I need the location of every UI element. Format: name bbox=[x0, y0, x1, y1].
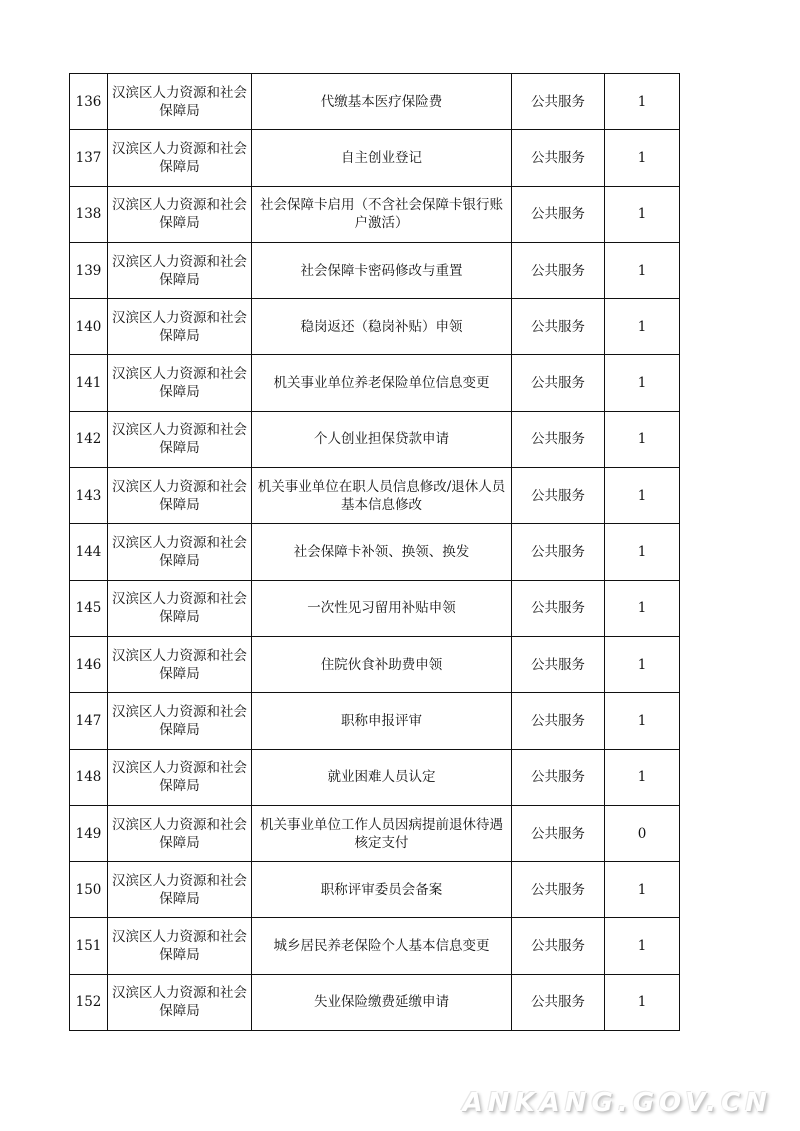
service-item-cell: 机关事业单位在职人员信息修改/退休人员基本信息修改 bbox=[252, 468, 512, 524]
row-number: 149 bbox=[70, 805, 108, 861]
service-type-cell: 公共服务 bbox=[512, 580, 605, 636]
service-type-cell: 公共服务 bbox=[512, 749, 605, 805]
count-cell: 1 bbox=[605, 242, 680, 298]
table-row bbox=[70, 749, 680, 805]
service-type-cell: 公共服务 bbox=[512, 636, 605, 692]
count-cell: 1 bbox=[605, 411, 680, 467]
service-type-cell: 公共服务 bbox=[512, 299, 605, 355]
table-row bbox=[70, 74, 680, 130]
count-cell: 1 bbox=[605, 299, 680, 355]
service-item-cell: 机关事业单位工作人员因病提前退休待遇核定支付 bbox=[252, 805, 512, 861]
service-item-cell: 就业困难人员认定 bbox=[252, 749, 512, 805]
row-number: 144 bbox=[70, 524, 108, 580]
department-cell: 汉滨区人力资源和社会保障局 bbox=[108, 918, 252, 974]
department-cell: 汉滨区人力资源和社会保障局 bbox=[108, 580, 252, 636]
count-cell: 1 bbox=[605, 862, 680, 918]
department-cell: 汉滨区人力资源和社会保障局 bbox=[108, 524, 252, 580]
service-item-cell: 职称申报评审 bbox=[252, 693, 512, 749]
table-row bbox=[70, 918, 680, 974]
department-cell: 汉滨区人力资源和社会保障局 bbox=[108, 862, 252, 918]
table-row bbox=[70, 974, 680, 1030]
department-cell: 汉滨区人力资源和社会保障局 bbox=[108, 299, 252, 355]
service-type-cell: 公共服务 bbox=[512, 805, 605, 861]
table-row bbox=[70, 299, 680, 355]
table-row bbox=[70, 130, 680, 186]
department-cell: 汉滨区人力资源和社会保障局 bbox=[108, 468, 252, 524]
count-cell: 1 bbox=[605, 524, 680, 580]
count-cell: 1 bbox=[605, 974, 680, 1030]
department-cell: 汉滨区人力资源和社会保障局 bbox=[108, 693, 252, 749]
service-item-cell: 自主创业登记 bbox=[252, 130, 512, 186]
table-row bbox=[70, 186, 680, 242]
department-cell: 汉滨区人力资源和社会保障局 bbox=[108, 805, 252, 861]
table-row bbox=[70, 242, 680, 298]
count-cell: 1 bbox=[605, 355, 680, 411]
service-type-cell: 公共服务 bbox=[512, 693, 605, 749]
table-row bbox=[70, 524, 680, 580]
service-item-cell: 职称评审委员会备案 bbox=[252, 862, 512, 918]
service-type-cell: 公共服务 bbox=[512, 355, 605, 411]
service-item-cell: 社会保障卡补领、换领、换发 bbox=[252, 524, 512, 580]
service-table bbox=[69, 73, 680, 1031]
department-cell: 汉滨区人力资源和社会保障局 bbox=[108, 749, 252, 805]
table-row bbox=[70, 805, 680, 861]
count-cell: 1 bbox=[605, 130, 680, 186]
table-row bbox=[70, 636, 680, 692]
service-type-cell: 公共服务 bbox=[512, 74, 605, 130]
department-cell: 汉滨区人力资源和社会保障局 bbox=[108, 130, 252, 186]
row-number: 152 bbox=[70, 974, 108, 1030]
service-item-cell: 代缴基本医疗保险费 bbox=[252, 74, 512, 130]
service-item-cell: 个人创业担保贷款申请 bbox=[252, 411, 512, 467]
department-cell: 汉滨区人力资源和社会保障局 bbox=[108, 636, 252, 692]
department-cell: 汉滨区人力资源和社会保障局 bbox=[108, 242, 252, 298]
count-cell: 1 bbox=[605, 693, 680, 749]
count-cell: 0 bbox=[605, 805, 680, 861]
service-type-cell: 公共服务 bbox=[512, 242, 605, 298]
row-number: 148 bbox=[70, 749, 108, 805]
table-row bbox=[70, 355, 680, 411]
table-row bbox=[70, 693, 680, 749]
count-cell: 1 bbox=[605, 918, 680, 974]
service-item-cell: 机关事业单位养老保险单位信息变更 bbox=[252, 355, 512, 411]
department-cell: 汉滨区人力资源和社会保障局 bbox=[108, 974, 252, 1030]
service-type-cell: 公共服务 bbox=[512, 130, 605, 186]
row-number: 145 bbox=[70, 580, 108, 636]
count-cell: 1 bbox=[605, 186, 680, 242]
row-number: 140 bbox=[70, 299, 108, 355]
row-number: 138 bbox=[70, 186, 108, 242]
service-item-cell: 失业保险缴费延缴申请 bbox=[252, 974, 512, 1030]
count-cell: 1 bbox=[605, 580, 680, 636]
row-number: 151 bbox=[70, 918, 108, 974]
row-number: 137 bbox=[70, 130, 108, 186]
row-number: 141 bbox=[70, 355, 108, 411]
row-number: 146 bbox=[70, 636, 108, 692]
count-cell: 1 bbox=[605, 468, 680, 524]
service-type-cell: 公共服务 bbox=[512, 524, 605, 580]
row-number: 142 bbox=[70, 411, 108, 467]
service-item-cell: 一次性见习留用补贴申领 bbox=[252, 580, 512, 636]
row-number: 147 bbox=[70, 693, 108, 749]
row-number: 143 bbox=[70, 468, 108, 524]
table-row bbox=[70, 411, 680, 467]
service-type-cell: 公共服务 bbox=[512, 411, 605, 467]
count-cell: 1 bbox=[605, 636, 680, 692]
service-item-cell: 稳岗返还（稳岗补贴）申领 bbox=[252, 299, 512, 355]
department-cell: 汉滨区人力资源和社会保障局 bbox=[108, 411, 252, 467]
table-body bbox=[70, 74, 680, 1031]
service-type-cell: 公共服务 bbox=[512, 186, 605, 242]
row-number: 136 bbox=[70, 74, 108, 130]
service-item-cell: 社会保障卡密码修改与重置 bbox=[252, 242, 512, 298]
row-number: 139 bbox=[70, 242, 108, 298]
row-number: 150 bbox=[70, 862, 108, 918]
service-type-cell: 公共服务 bbox=[512, 918, 605, 974]
department-cell: 汉滨区人力资源和社会保障局 bbox=[108, 186, 252, 242]
service-type-cell: 公共服务 bbox=[512, 468, 605, 524]
count-cell: 1 bbox=[605, 749, 680, 805]
service-item-cell: 住院伙食补助费申领 bbox=[252, 636, 512, 692]
department-cell: 汉滨区人力资源和社会保障局 bbox=[108, 74, 252, 130]
service-type-cell: 公共服务 bbox=[512, 974, 605, 1030]
table-row bbox=[70, 580, 680, 636]
site-watermark: ANKANG.GOV.CN bbox=[462, 1088, 772, 1118]
service-item-cell: 城乡居民养老保险个人基本信息变更 bbox=[252, 918, 512, 974]
service-item-cell: 社会保障卡启用（不含社会保障卡银行账户激活） bbox=[252, 186, 512, 242]
table-row bbox=[70, 468, 680, 524]
department-cell: 汉滨区人力资源和社会保障局 bbox=[108, 355, 252, 411]
table-row bbox=[70, 862, 680, 918]
service-type-cell: 公共服务 bbox=[512, 862, 605, 918]
count-cell: 1 bbox=[605, 74, 680, 130]
